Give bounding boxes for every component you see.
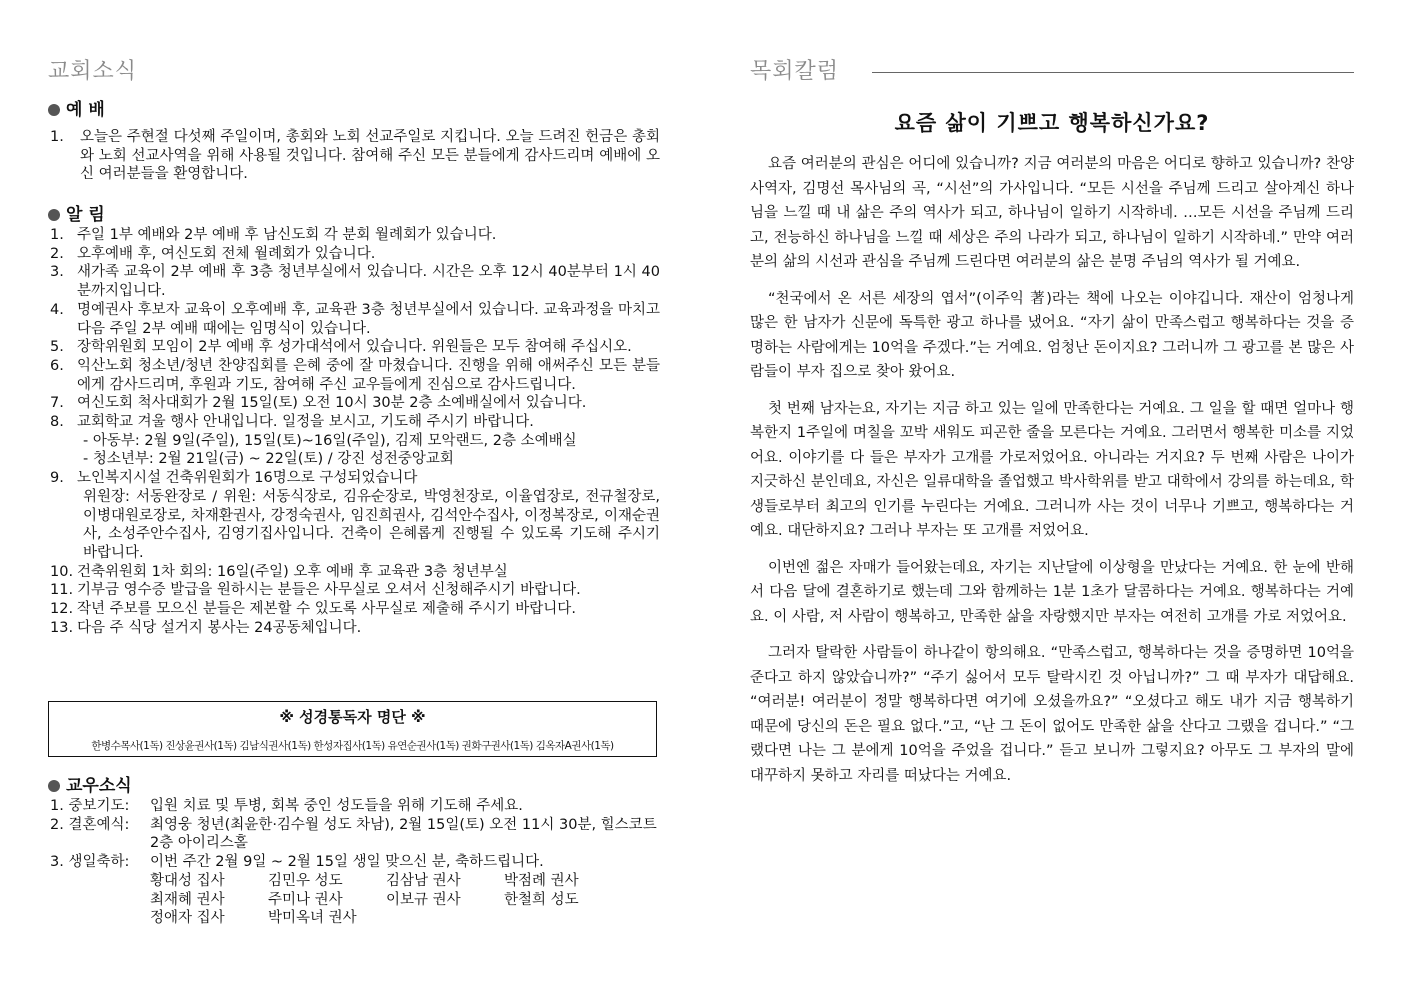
worship-list bbox=[50, 128, 660, 184]
item-label: 중보기도: bbox=[68, 798, 130, 814]
church-news-title: 교회소식 bbox=[48, 59, 138, 84]
item-text bbox=[77, 357, 660, 394]
list-item bbox=[50, 600, 660, 619]
list-item bbox=[50, 581, 660, 600]
list-item bbox=[50, 338, 660, 357]
member-news-row bbox=[50, 797, 660, 816]
bullet-icon bbox=[48, 104, 60, 116]
column-body bbox=[750, 152, 1354, 800]
member-news-label bbox=[50, 853, 150, 872]
list-item bbox=[50, 263, 660, 300]
item-main-text: 명예권사 후보자 교육이 오후예배 후, 교육관 3층 청년부실에서 있습니다. 교육과정을 마치고 다음 주일 2부 예배 때에는 임명식이 있습니다. bbox=[77, 301, 660, 337]
item-number: 9. bbox=[50, 470, 64, 487]
member-news-row bbox=[50, 853, 660, 872]
birthday-name: 이보규 권사 bbox=[386, 891, 461, 908]
column-paragraph: 첫 번째 남자는요, 자기는 지금 하고 있는 일에 만족한다는 거예요. 그 일을 할 때면 얼마나 행복한지 1주일에 며칠을 꼬박 새워도 피곤한 줄을 모른다는 거예요. 그러면서 행복한 미소를 지었어요. 이야기를 다 들은 부자가 고개를 가로저었어요. 아니라는 거지요? 두 번째 사람은 나이가 지긋하신 분인데요, 자신은 일류대학을 졸업했고 박사학위를 받고 대학에서 강의를 하는데요, 학생들로부터 최고의 인기를 누린다는 거예요. 그러니까 사는 것이 너무나 기쁘고, 행복하다는 거예요. 대단하지요? 그러나 부자는 또 고개를 저었어요. bbox=[750, 400, 1354, 539]
item-text bbox=[77, 263, 660, 300]
column-paragraph: 그러자 탈락한 사람들이 하나같이 항의해요. “만족스럽고, 행복하다는 것을 증명하면 10억을 준다고 하지 않았습니까?” “주기 싫어서 모두 탈락시킨 것 아닙니까?” 그 때 부자가 대답해요. “여러분! 여러분이 정말 행복하다면 여기에 오셨을까요?” “오셨다고 해도 내가 지금 행복하기 때문에 당신의 돈은 필요 없다.”고, “난 그 돈이 없어도 만족한 삶을 산다고 그랬을 겁니다.” “그랬다면 나는 그 분에게 10억을 주었을 겁니다.” 듣고 보니까 그렇지요? 아무도 그 부자의 말에 대꾸하지 못하고 자리를 떠났다는 거예요. bbox=[750, 645, 1354, 784]
birthday-name: 김삼남 권사 bbox=[386, 872, 461, 889]
item-main-text: 새가족 교육이 2부 예배 후 3층 청년부실에서 있습니다. 시간은 오후 12시 40분부터 1시 40분까지입니다. bbox=[77, 264, 660, 300]
bullet-icon bbox=[48, 209, 60, 221]
item-number: 6. bbox=[50, 357, 64, 374]
member-news-item bbox=[50, 853, 660, 928]
list-item bbox=[50, 469, 660, 563]
item-label: 결혼예식: bbox=[68, 816, 130, 833]
item-text bbox=[77, 619, 660, 638]
item-number: 10. bbox=[50, 563, 74, 580]
item-number: 3. bbox=[50, 854, 64, 871]
item-main-text: 오후예배 후, 여신도회 전체 월례회가 있습니다. bbox=[77, 245, 376, 262]
item-text bbox=[77, 413, 660, 469]
item-text bbox=[77, 226, 660, 245]
member-news-text: 최영웅 청년(최윤한·김수월 성도 차남), 2월 15일(토) 오전 11시 30분, 힐스코트 2층 아이리스홀 bbox=[150, 816, 657, 852]
member-news-item bbox=[50, 797, 660, 816]
notice-list bbox=[50, 226, 660, 637]
item-text bbox=[80, 128, 660, 184]
bullet-icon bbox=[48, 780, 60, 792]
birthday-name: 박점례 권사 bbox=[504, 872, 579, 889]
list-item bbox=[50, 563, 660, 582]
birthday-name: 박미옥녀 권사 bbox=[268, 910, 357, 927]
item-main-text: 다음 주 식당 설거지 봉사는 24공동체입니다. bbox=[77, 619, 362, 636]
item-text bbox=[77, 301, 660, 338]
birthday-name: 황대성 집사 bbox=[150, 872, 225, 889]
item-main-text: 주일 1부 예배와 2부 예배 후 남신도회 각 분회 월례회가 있습니다. bbox=[77, 227, 497, 243]
birthday-name: 최재혜 권사 bbox=[150, 891, 225, 908]
list-item bbox=[50, 619, 660, 638]
item-number: 12. bbox=[50, 601, 74, 618]
item-number: 5. bbox=[50, 339, 64, 356]
birthday-name: 정애자 집사 bbox=[150, 910, 225, 927]
item-main-text: 건축위원회 1차 회의: 16일(주일) 오후 예배 후 교육관 3층 청년부실 bbox=[77, 563, 508, 580]
column-paragraph: 이번엔 젊은 자매가 들어왔는데요, 자기는 지난달에 이상형을 만났다는 거예요. 한 눈에 반해서 다음 달에 결혼하기로 했는데 그와 함께하는 1분 1초가 달콤하다는 거예요. 행복하다는 거예요. 이 사람, 저 사람이 행복하고, 만족한 삶을 자랑했지만 부자는 여전히 고개를 가로 저었어요. bbox=[750, 559, 1354, 625]
pastor-column-label: 목회칼럼 bbox=[750, 59, 840, 84]
item-number: 8. bbox=[50, 414, 64, 431]
list-item bbox=[50, 245, 660, 264]
birthday-name: 주미나 권사 bbox=[268, 891, 343, 908]
bible-reading-title: ※ 성경통독자 명단 ※ bbox=[279, 708, 426, 726]
item-number: 3. bbox=[50, 264, 64, 281]
item-text bbox=[77, 581, 660, 600]
item-main-text: 장학위원회 모임이 2부 예배 후 성가대석에서 있습니다. 위원들은 모두 참여해 주십시오. bbox=[77, 339, 632, 356]
item-number: 13. bbox=[50, 619, 74, 636]
item-text bbox=[77, 338, 660, 357]
birthday-names bbox=[50, 872, 660, 928]
bible-reading-names: 한병수목사(1독) 진상윤권사(1독) 김남식권사(1독) 한성자집사(1독) 유연순권사(1독) 권화구권사(1독) 김옥자A권사(1독) bbox=[91, 740, 614, 752]
member-news-item bbox=[50, 816, 660, 853]
item-number: 1. bbox=[50, 227, 64, 243]
list-item bbox=[50, 226, 660, 245]
item-number: 1. bbox=[50, 129, 64, 145]
item-text bbox=[77, 394, 660, 413]
column-paragraph: 요즘 여러분의 관심은 어디에 있습니까? 지금 여러분의 마음은 어디로 향하고 있습니까? 찬양사역자, 김명선 목사님의 곡, “시선”의 가사입니다. “모든 시선을 주님께 드리고 살아계신 하나님을 느낄 때 내 삶은 주의 역사가 되고, 하나님이 일하기 시작하네. …모든 시선을 주님께 드리고, 전능하신 하나님을 느낄 때 세상은 주의 나라가 되고, 하나님이 일하기 시작하네.” 만약 여러분의 삶의 시선과 관심을 주님께 드린다면 여러분의 삶은 분명 주님의 역사가 될 거예요. bbox=[750, 156, 1354, 270]
item-number: 11. bbox=[50, 582, 74, 599]
item-main-text: 작년 주보를 모으신 분들은 제본할 수 있도록 사무실로 제출해 주시기 바랍니다. bbox=[77, 601, 576, 618]
list-item bbox=[50, 357, 660, 394]
member-news-text: 이번 주간 2월 9일 ~ 2월 15일 생일 맞으신 분, 축하드립니다. bbox=[150, 854, 544, 871]
item-text bbox=[77, 245, 660, 264]
list-item bbox=[50, 301, 660, 338]
list-item bbox=[50, 128, 660, 184]
item-sub-text: 위원장: 서동완장로 / 위원: 서동식장로, 김유순장로, 박영천장로, 이율엽장로, 전규철장로, 이병대원로장로, 차재환권사, 강정숙권사, 임진희권사, 김석안수집사, 이정복장로, 이재순권사, 소성주안수집사, 김영기집사입니다. 건축이 은혜롭게 진행될 수 있도록 기도해 주시기 바랍니다. bbox=[83, 488, 660, 561]
item-text bbox=[77, 563, 660, 582]
item-sub-text: - 아동부: 2월 9일(주일), 15일(토)~16일(주일), 김제 모악랜드, 2층 소예배실 bbox=[83, 432, 577, 449]
column-paragraph: “천국에서 온 서른 세장의 엽서”(이주익 著)라는 책에 나오는 이야깁니다. 재산이 엄청나게 많은 한 남자가 신문에 독특한 광고 하나를 냈어요. “자기 삶이 만족스럽고 행복하다는 것을 증명하는 사람에게는 10억을 주겠다.”는 거예요. 엄청난 돈이지요? 그러니까 그 광고를 본 많은 사람들이 부자 집으로 찾아 왔어요. bbox=[750, 290, 1354, 380]
item-sub-text: - 청소년부: 2월 21일(금) ~ 22일(토) / 강진 성전중앙교회 bbox=[83, 451, 454, 468]
item-main-text: 교회학교 겨울 행사 안내입니다. 일정을 보시고, 기도해 주시기 바랍니다. bbox=[77, 414, 534, 431]
bible-reading-box bbox=[48, 701, 657, 757]
member-news-text: 입원 치료 및 투병, 회복 중인 성도들을 위해 기도해 주세요. bbox=[150, 798, 523, 814]
item-number: 4. bbox=[50, 301, 64, 318]
list-item bbox=[50, 413, 660, 469]
column-title: 요즘 삶이 기쁘고 행복하신가요? bbox=[894, 111, 1210, 135]
item-main-text: 노인복지시설 건축위원회가 16명으로 구성되었습니다 bbox=[77, 470, 418, 487]
item-main-text: 기부금 영수증 발급을 원하시는 분들은 사무실로 오셔서 신청해주시기 바랍니다. bbox=[77, 582, 581, 599]
item-text bbox=[77, 600, 660, 619]
item-number: 2. bbox=[50, 245, 64, 262]
header-divider bbox=[872, 72, 1354, 73]
birthday-name: 한철희 성도 bbox=[504, 891, 579, 908]
item-main-text: 오늘은 주현절 다섯째 주일이며, 총회와 노회 선교주일로 지킵니다. 오늘 드려진 헌금은 총회와 노회 선교사역을 위해 사용될 것입니다. 참여해 주신 모든 분들에게 감사드리며 예배에 오신 여러분들을 환영합니다. bbox=[80, 129, 660, 183]
birthday-name: 김민우 성도 bbox=[268, 872, 343, 889]
list-item bbox=[50, 394, 660, 413]
item-main-text: 익산노회 청소년/청년 찬양집회를 은혜 중에 잘 마쳤습니다. 진행을 위해 애써주신 모든 분들에게 감사드리며, 후원과 기도, 참여해 주신 교우들에게 진심으로 감사드립니다. bbox=[77, 357, 660, 393]
member-news-row bbox=[50, 816, 660, 853]
pastor-column-header bbox=[750, 54, 1354, 86]
item-number: 1. bbox=[50, 798, 64, 814]
item-number: 7. bbox=[50, 395, 64, 412]
worship-heading: 예 배 bbox=[48, 99, 105, 121]
item-main-text: 여신도회 척사대회가 2월 15일(토) 오전 10시 30분 2층 소예배실에서 있습니다. bbox=[77, 395, 587, 412]
item-number: 2. bbox=[50, 816, 64, 833]
members-heading: 교우소식 bbox=[48, 775, 132, 797]
item-label: 생일축하: bbox=[68, 854, 130, 871]
member-news-label bbox=[50, 797, 150, 816]
members-list bbox=[50, 797, 660, 928]
item-text bbox=[77, 469, 660, 563]
member-news-label bbox=[50, 816, 150, 853]
notice-heading: 알 림 bbox=[48, 204, 105, 226]
